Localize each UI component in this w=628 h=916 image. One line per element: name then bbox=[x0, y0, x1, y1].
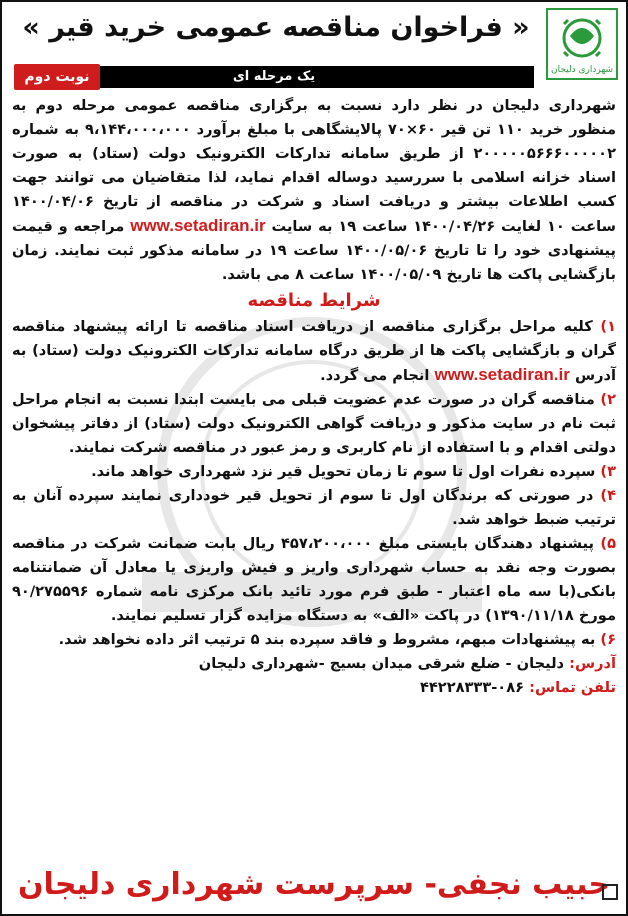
address-value: دلیجان - ضلع شرقی میدان بسیج -شهرداری دلیجان bbox=[198, 655, 570, 672]
condition-number: ۳) bbox=[600, 463, 616, 480]
condition-number: ۲) bbox=[600, 391, 616, 408]
phone-line bbox=[12, 676, 616, 700]
condition-item bbox=[12, 532, 616, 628]
condition-text: مناقصه گران در صورت عدم عضویت قبلی می بایست ابتدا نسبت به انجام مراحل ثبت نام در سایت مذکور و دریافت گواهی الکترونیک دولت (ستاد) از دفاتر پیشخوان دولتی اقدام و با استفاده از نام کاربری و رمز عبور در مناقصه شرکت نمایند. bbox=[12, 391, 616, 456]
setad-link[interactable]: www.setadiran.ir bbox=[130, 216, 266, 235]
condition-text: کلیه مراحل برگزاری مناقصه از دریافت اسناد مناقصه تا ارائه پیشنهاد مناقصه گران و بازگشایی پاکت ها از طریق درگاه سامانه تدارکات الکترونیک دولت (ستاد) به آدرس bbox=[12, 318, 616, 384]
phone-value: ۰۸۶-۴۴۲۲۸۳۳۳ bbox=[419, 679, 530, 696]
municipality-logo bbox=[544, 6, 620, 82]
condition-number: ۶) bbox=[600, 631, 616, 648]
body-text bbox=[12, 94, 616, 700]
condition-text: سپرده نفرات اول تا سوم تا زمان تحویل قیر نزد شهرداری خواهد ماند. bbox=[91, 463, 596, 480]
condition-item bbox=[12, 315, 616, 388]
setad-link[interactable]: www.setadiran.ir bbox=[434, 365, 570, 384]
condition-text: پیشنهاد دهندگان بایستی مبلغ ۴۵۷،۲۰۰،۰۰۰ ریال بابت ضمانت شرکت در مناقصه بصورت وجه نقد به حساب شهرداری واریز و فیش واریزی یا معادل آن ضمانتنامه بانکی(با سه ماه اعتبار - طبق فرم مورد تائید بانک مرکزی نامه شماره ۹۰/۲۷۵۵۹۶ مورخ ۱۳۹۰/۱۱/۱۸) در پاکت «الف» به دستگاه مزایده گزار تسلیم نمایند. bbox=[12, 535, 616, 624]
corner-mark bbox=[602, 884, 618, 900]
page-title: « فراخوان مناقصه عمومی خرید قیر » bbox=[22, 12, 530, 43]
address-line bbox=[12, 652, 616, 676]
condition-number: ۱) bbox=[600, 318, 616, 335]
condition-item bbox=[12, 388, 616, 460]
round-badge: نوبت دوم bbox=[14, 64, 100, 90]
logo-text: شهرداری دلیجان bbox=[550, 65, 614, 75]
intro-text-a: شهرداری دلیجان در نظر دارد نسبت به برگزاری مناقصه عمومی مرحله دوم به منظور خرید ۱۱۰ تن قیر ۶۰×۷۰ پالایشگاهی با مبلغ برآورد ۹،۱۴۴،۰۰۰،۰۰۰ به شماره ۲۰۰۰۰۰۵۶۶۶۰۰۰۰۰۲ از طریق سامانه تدارکات الکترونیک دولت (ستاد) به صورت اسناد خزانه اسلامی با سررسید دوساله اقدام نماید، لذا متقاضیان می توانند جهت کسب اطلاعات بیشتر و دریافت اسناد و شرکت در مناقصه از تاریخ ۱۴۰۰/۰۴/۰۶ ساعت ۱۰ لغایت ۱۴۰۰/۰۴/۲۶ ساعت ۱۹ به سایت bbox=[12, 97, 616, 235]
condition-number: ۴) bbox=[600, 487, 616, 504]
intro-text-b: مراجعه و قیمت پیشنهادی خود را تا تاریخ ۱۴۰۰/۰۵/۰۶ ساعت ۱۹ در سامانه مذکور ثبت نمایند. زمان بازگشایی پاکت ها تاریخ ۱۴۰۰/۰۵/۰۹ ساعت ۸ می باشد. bbox=[12, 218, 616, 283]
condition-text: به پیشنهادات مبهم، مشروط و فاقد سپرده بند ۵ ترتیب اثر داده نخواهد شد. bbox=[58, 631, 596, 648]
phone-label: تلفن تماس: bbox=[529, 679, 616, 696]
header bbox=[2, 2, 626, 68]
condition-item bbox=[12, 484, 616, 532]
condition-item bbox=[12, 460, 616, 484]
condition-number: ۵) bbox=[600, 535, 616, 552]
intro-paragraph bbox=[12, 94, 616, 287]
signature: حبیب نجفی- سرپرست شهرداری دلیجان bbox=[17, 867, 611, 902]
address-label: آدرس: bbox=[569, 655, 616, 672]
condition-item bbox=[12, 628, 616, 652]
condition-text: در صورتی که برندگان اول تا سوم از تحویل قیر خودداری نمایند سپرده آنان به ترتیب ضبط خواهد شد. bbox=[12, 487, 616, 528]
conditions-title: شرایط مناقصه bbox=[247, 290, 381, 311]
stage-bar: یک مرحله ای bbox=[14, 66, 534, 88]
condition-text-end: انجام می گردد. bbox=[320, 367, 435, 384]
